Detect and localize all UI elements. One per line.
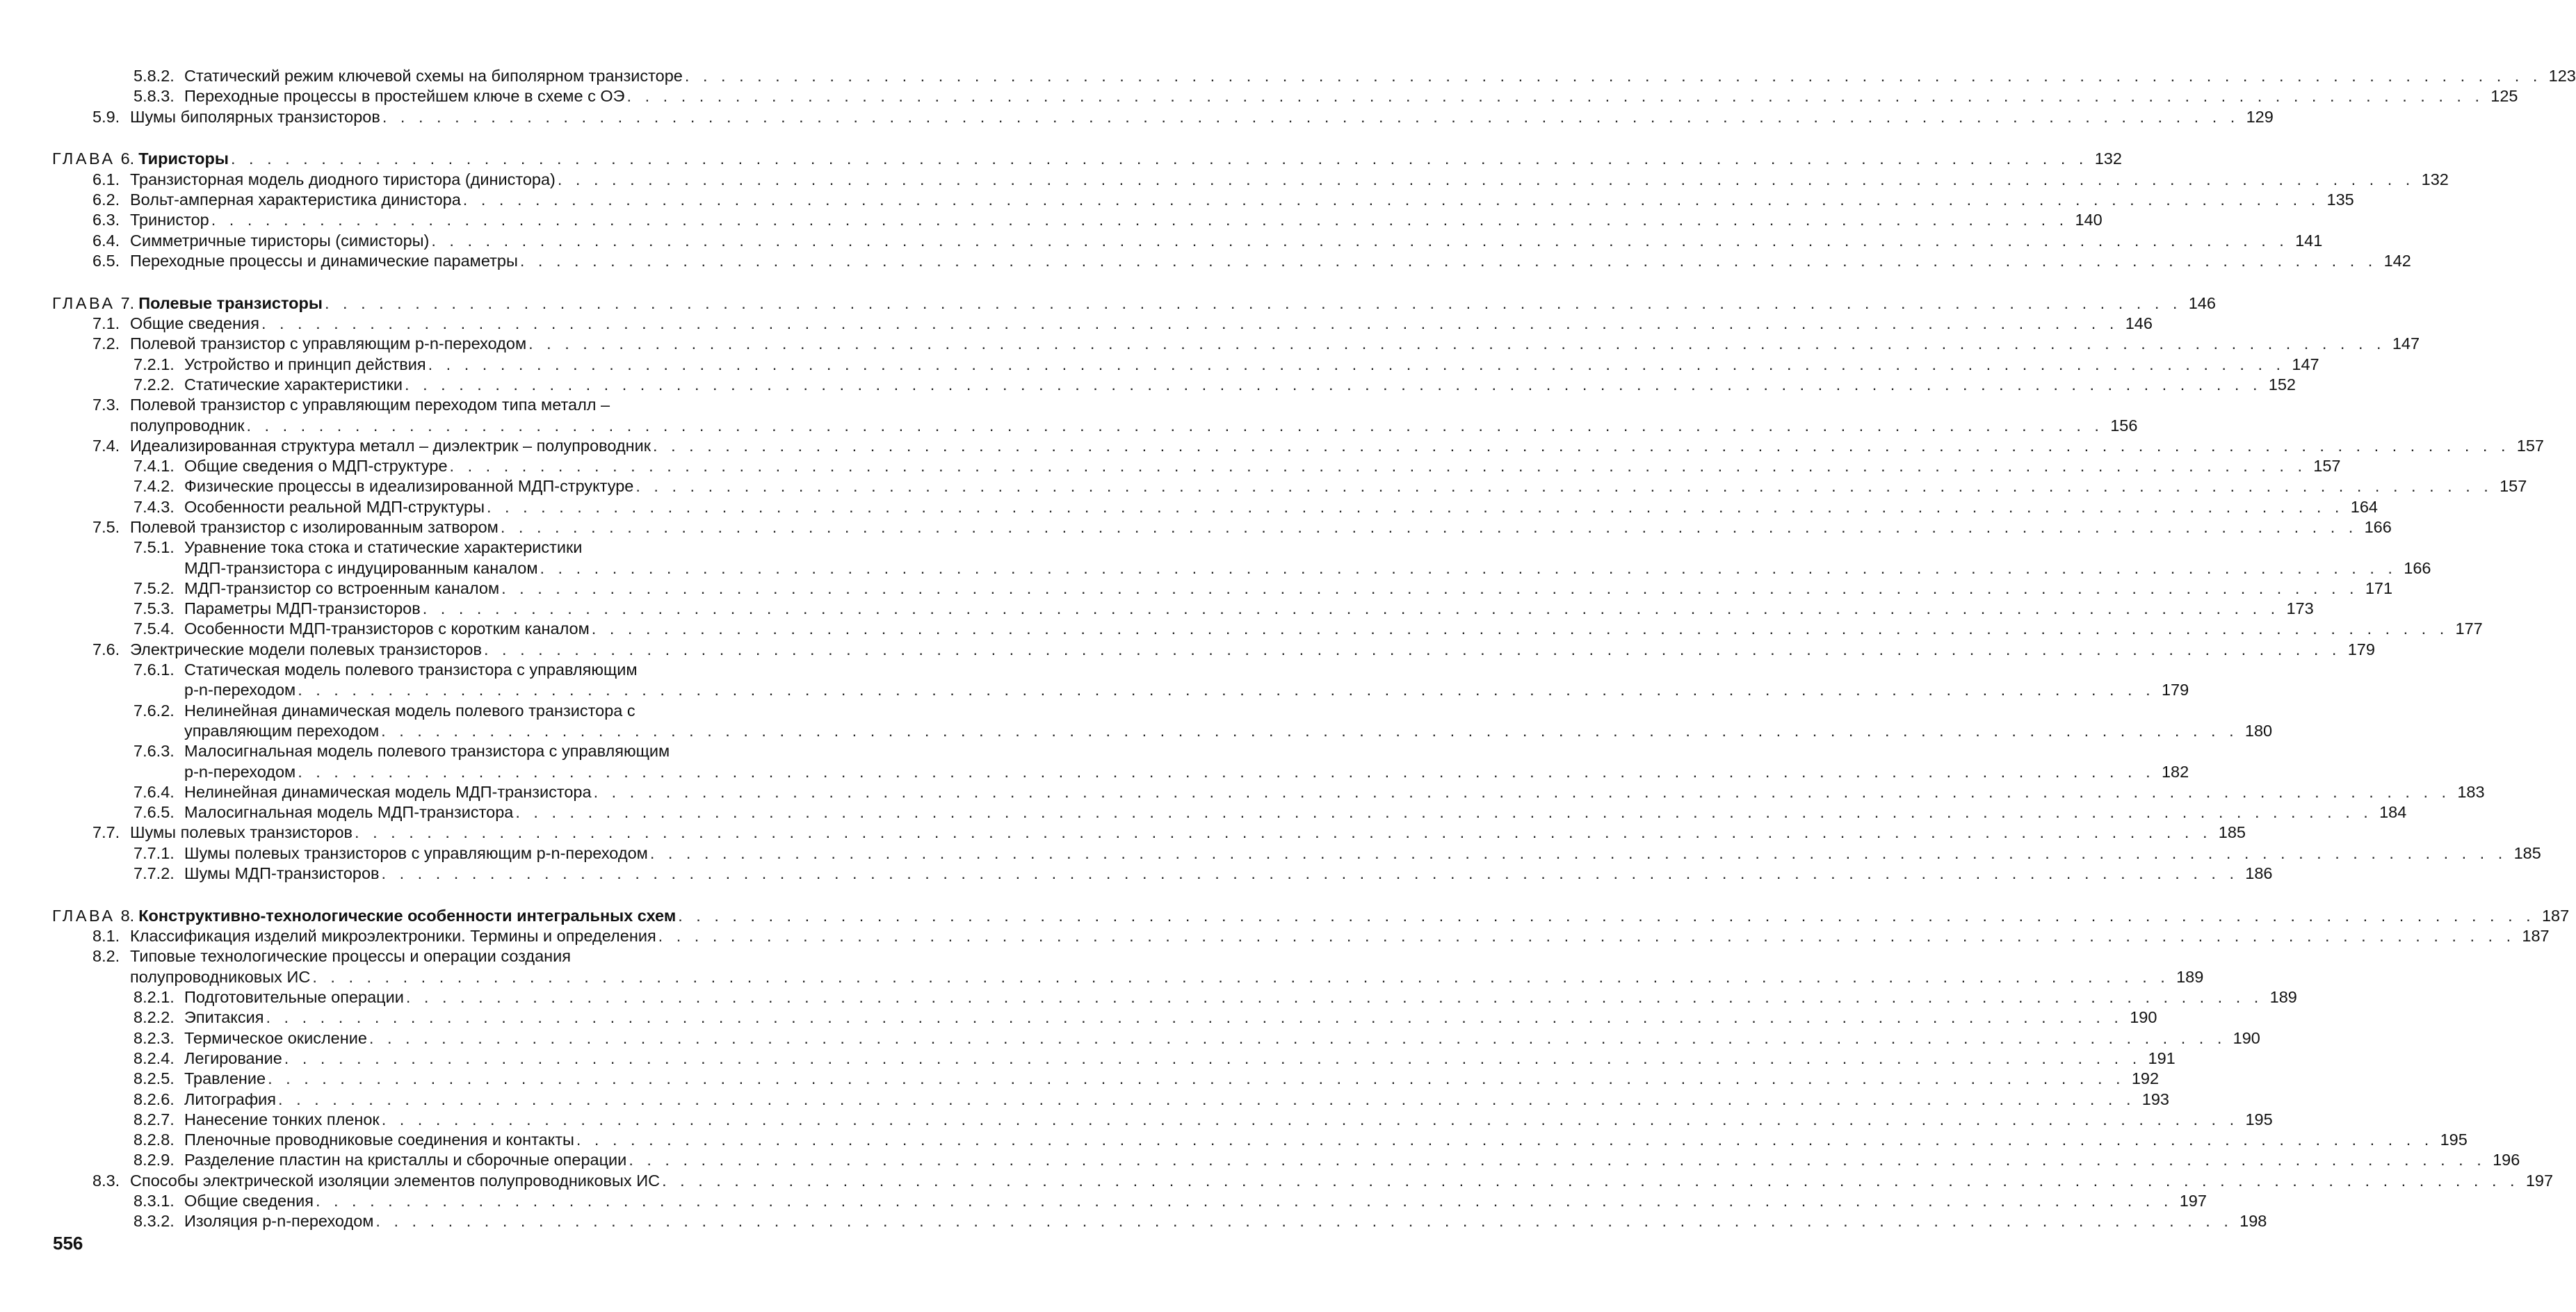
page-reference: 157 bbox=[2516, 437, 2545, 455]
page-reference: 135 bbox=[2326, 191, 2354, 209]
entry-title: Нелинейная динамическая модель МДП-транзистора bbox=[184, 783, 592, 801]
dot-leader: . . . . . . . . . . . . . . . . . . . . . . . . . . . . . . . . . . . . . . . . . . . . . . . . . . . . . . . . . . . . . . . . . . . . . . . . . . . . . . . . . . . . . . . . . . . . . . . . . . . . . . . bbox=[431, 232, 2289, 250]
dot-leader: . . . . . . . . . . . . . . . . . . . . . . . . . . . . . . . . . . . . . . . . . . . . . . . . . . . . . . . . . . . . . . . . . . . . . . . . . . . . . . . . . . . . . . . . . . . . . . . . . . . . . . . bbox=[246, 416, 2104, 435]
entry-number: 8.3.2. bbox=[133, 1212, 175, 1230]
toc-entry bbox=[133, 599, 2314, 619]
entry-number: 7.4. bbox=[92, 437, 120, 455]
entry-title: Легирование bbox=[184, 1049, 282, 1067]
entry-title: МДП-транзистор со встроенным каналом bbox=[184, 579, 500, 597]
page-reference: 182 bbox=[2161, 763, 2189, 781]
entry-number: 8.2. bbox=[92, 947, 120, 965]
dot-leader: . . . . . . . . . . . . . . . . . . . . . . . . . . . . . . . . . . . . . . . . . . . . . . . . . . . . . . . . . . . . . . . . . . . . . . . . . . . . . . . . . . . . . . . . . . . . . . . . . . . . . . . bbox=[658, 927, 2516, 945]
entry-number: 7.7.1. bbox=[133, 844, 175, 862]
entry-title: Физические процессы в идеализированной МДП-структуре bbox=[184, 477, 634, 495]
entry-title: Способы электрической изоляции элементов полупроводниковых ИС bbox=[130, 1172, 661, 1190]
dot-leader: . . . . . . . . . . . . . . . . . . . . . . . . . . . . . . . . . . . . . . . . . . . . . . . . . . . . . . . . . . . . . . . . . . . . . . . . . . . . . . . . . . . . . . . . . . . . . . . . . . . . . . . bbox=[593, 783, 2451, 801]
dot-leader: . . . . . . . . . . . . . . . . . . . . . . . . . . . . . . . . . . . . . . . . . . . . . . . . . . . . . . . . . . . . . . . . . . . . . . . . . . . . . . . . . . . . . . . . . . . . . . . . . . . . . . . bbox=[662, 1172, 2520, 1190]
entry-title: Тринистор bbox=[130, 211, 209, 229]
entry-number: 6.1. bbox=[92, 170, 120, 188]
dot-leader: . . . . . . . . . . . . . . . . . . . . . . . . . . . . . . . . . . . . . . . . . . . . . . . . . . . . . . . . . . . . . . . . . . . . . . . . . . . . . . . . . . . . . . . . . . . . . . . . . . . . . . . bbox=[298, 763, 2155, 781]
page-reference: 147 bbox=[2392, 334, 2420, 353]
page-reference: 142 bbox=[2383, 252, 2411, 270]
page-reference: 186 bbox=[2245, 864, 2273, 882]
page-reference: 164 bbox=[2350, 498, 2378, 516]
entry-number: 8.2.5. bbox=[133, 1069, 175, 1087]
entry-number: 5.8.2. bbox=[133, 67, 175, 85]
entry-number: 7.2. bbox=[92, 334, 120, 353]
toc-entry bbox=[133, 476, 2527, 496]
entry-title: Статическая модель полевого транзистора с управляющим bbox=[184, 661, 638, 679]
entry-number: 7.2.2. bbox=[133, 375, 175, 394]
dot-leader: . . . . . . . . . . . . . . . . . . . . . . . . . . . . . . . . . . . . . . . . . . . . . . . . . . . . . . . . . . . . . . . . . . . . . . . . . . . . . . . . . . . . . . . . . . . . . . . . . . . . . . . bbox=[381, 864, 2239, 882]
entry-number: 8.2.6. bbox=[133, 1090, 175, 1108]
page-reference: 195 bbox=[2245, 1110, 2273, 1128]
toc-entry bbox=[133, 537, 782, 558]
toc-entry bbox=[92, 823, 2246, 843]
page-reference: 193 bbox=[2141, 1090, 2169, 1108]
toc-entry bbox=[92, 640, 2375, 660]
dot-leader: . . . . . . . . . . . . . . . . . . . . . . . . . . . . . . . . . . . . . . . . . . . . . . . . . . . . . . . . . . . . . . . . . . . . . . . . . . . . . . . . . . . . . . . . . . . . . . . . . . . . . . . bbox=[557, 170, 2415, 188]
dot-leader: . . . . . . . . . . . . . . . . . . . . . . . . . . . . . . . . . . . . . . . . . . . . . . . . . . . . . . . . . . . . . . . . . . . . . . . . . . . . . . . . . . . . . . . . . . . . . . . . . . . . . . . bbox=[261, 314, 2119, 332]
dot-leader: . . . . . . . . . . . . . . . . . . . . . . . . . . . . . . . . . . . . . . . . . . . . . . . . . . . . . . . . . . . . . . . . . . . . . . . . . . . . . . . . . . . . . . . . . . . . . . . . . . . . . . . bbox=[629, 1151, 2486, 1169]
dot-leader: . . . . . . . . . . . . . . . . . . . . . . . . . . . . . . . . . . . . . . . . . . . . . . . . . . . . . . . . . . . . . . . . . . . . . . . . . . . . . . . . . . . . . . . . . . . . . . . . . . . . . . . bbox=[382, 108, 2239, 126]
entry-number: 7.6.1. bbox=[133, 661, 175, 679]
entry-title: МДП-транзистора с индуцированным каналом bbox=[184, 559, 538, 577]
entry-number: 7.5.3. bbox=[133, 599, 175, 617]
entry-title: Статические характеристики bbox=[184, 375, 403, 394]
page-reference: 146 bbox=[2125, 314, 2153, 332]
chapter-label: ГЛАВА bbox=[52, 907, 115, 925]
dot-leader: . . . . . . . . . . . . . . . . . . . . . . . . . . . . . . . . . . . . . . . . . . . . . . . . . . . . . . . . . . . . . . . . . . . . . . . . . . . . . . . . . . . . . . . . . . . . . . . . . . . . . . . bbox=[449, 457, 2307, 475]
toc-entry bbox=[130, 967, 2204, 987]
toc-entry bbox=[184, 680, 2189, 700]
toc-entry bbox=[133, 1150, 2520, 1170]
page-reference: 157 bbox=[2500, 477, 2527, 495]
entry-title: Параметры МДП-транзисторов bbox=[184, 599, 421, 617]
toc-entry bbox=[133, 375, 2296, 395]
chapter-heading bbox=[52, 906, 2570, 926]
page-reference: 187 bbox=[2541, 907, 2570, 925]
dot-leader: . . . . . . . . . . . . . . . . . . . . . . . . . . . . . . . . . . . . . . . . . . . . . . . . . . . . . . . . . . . . . . . . . . . . . . . . . . . . . . . . . . . . . . . . . . . . . . . . . . . . . . . bbox=[684, 67, 2542, 85]
dot-leader: . . . . . . . . . . . . . . . . . . . . . . . . . . . . . . . . . . . . . . . . . . . . . . . . . . . . . . . . . . . . . . . . . . . . . . . . . . . . . . . . . . . . . . . . . . . . . . . . . . . . . . . bbox=[462, 191, 2320, 209]
page-reference: 187 bbox=[2522, 927, 2550, 945]
entry-number: 7.1. bbox=[92, 314, 120, 332]
toc-entry bbox=[133, 987, 2297, 1007]
dot-leader: . . . . . . . . . . . . . . . . . . . . . . . . . . . . . . . . . . . . . . . . . . . . . . . . . . . . . . . . . . . . . . . . . . . . . . . . . . . . . . . . . . . . . . . . . . . . . . . . . . . . . . . bbox=[381, 722, 2239, 740]
toc-entry bbox=[133, 802, 2407, 823]
entry-number: 8.2.2. bbox=[133, 1008, 175, 1026]
dot-leader: . . . . . . . . . . . . . . . . . . . . . . . . . . . . . . . . . . . . . . . . . . . . . . . . . . . . . . . . . . . . . . . . . . . . . . . . . . . . . . . . . . . . . . . . . . . . . . . . . . . . . . . bbox=[405, 988, 2263, 1006]
toc-entry bbox=[130, 416, 2138, 436]
page-reference: 190 bbox=[2233, 1029, 2260, 1047]
dot-leader: . . . . . . . . . . . . . . . . . . . . . . . . . . . . . . . . . . . . . . . . . . . . . . . . . . . . . . . . . . . . . . . . . . . . . . . . . . . . . . . . . . . . . . . . . . . . . . . . . . . . . . . bbox=[266, 1008, 2123, 1026]
dot-leader: . . . . . . . . . . . . . . . . . . . . . . . . . . . . . . . . . . . . . . . . . . . . . . . . . . . . . . . . . . . . . . . . . . . . . . . . . . . . . . . . . . . . . . . . . . . . . . . . . . . . . . . bbox=[298, 681, 2155, 699]
entry-number: 7.7. bbox=[92, 823, 120, 841]
entry-title: Изоляция p-n-переходом bbox=[184, 1212, 374, 1230]
toc-entry bbox=[133, 741, 782, 761]
toc-entry bbox=[92, 314, 2153, 334]
entry-title: Электрические модели полевых транзисторов bbox=[130, 640, 482, 658]
chapter-heading bbox=[52, 149, 2122, 169]
toc-entry bbox=[133, 701, 782, 721]
chapter-title: Полевые транзисторы bbox=[138, 294, 323, 312]
page-reference: 179 bbox=[2161, 681, 2189, 699]
toc-entry bbox=[184, 721, 2273, 741]
page-reference: 190 bbox=[2130, 1008, 2157, 1026]
toc-entry bbox=[92, 436, 2545, 456]
entry-title: Транзисторная модель диодного тиристора (динистора) bbox=[130, 170, 556, 188]
dot-leader: . . . . . . . . . . . . . . . . . . . . . . . . . . . . . . . . . . . . . . . . . . . . . . . . . . . . . . . . . . . . . . . . . . . . . . . . . . . . . . . . . . . . . . . . . . . . . . . . . . . . . . . bbox=[428, 355, 2285, 373]
page-reference: 195 bbox=[2440, 1131, 2468, 1149]
page-reference: 198 bbox=[2239, 1212, 2267, 1230]
page-reference: 152 bbox=[2268, 375, 2296, 394]
toc-entry bbox=[133, 578, 2393, 599]
page-reference: 129 bbox=[2246, 108, 2274, 126]
page-reference: 192 bbox=[2131, 1069, 2160, 1087]
dot-leader: . . . . . . . . . . . . . . . . . . . . . . . . . . . . . . . . . . . . . . . . . . . . . . . . . . . . . . . . . . . . . . . . . . . . . . . . . . . . . . . . . . . . . . . . . . . . . . . . . . . . . . . bbox=[483, 640, 2341, 658]
dot-leader: . . . . . . . . . . . . . . . . . . . . . . . . . . . . . . . . . . . . . . . . . . . . . . . . . . . . . . . . . . . . . . . . . . . . . . . . . . . . . . . . . . . . . . . . . . . . . . . . . . . . . . . bbox=[405, 375, 2262, 394]
entry-number: 6.5. bbox=[92, 252, 120, 270]
entry-number: 5.8.3. bbox=[133, 87, 175, 105]
toc-entry bbox=[92, 946, 782, 966]
entry-title: Симметричные тиристоры (симисторы) bbox=[130, 232, 430, 250]
toc-entry bbox=[92, 395, 782, 415]
dot-leader: . . . . . . . . . . . . . . . . . . . . . . . . . . . . . . . . . . . . . . . . . . . . . . . . . . . . . . . . . . . . . . . . . . . . . . . . . . . . . . . . . . . . . . . . . . . . . . . . . . . . . . . bbox=[501, 579, 2359, 597]
toc-entry bbox=[92, 1171, 2554, 1191]
toc-entry bbox=[133, 355, 2319, 375]
entry-title: p-n-переходом bbox=[184, 763, 296, 781]
entry-title: Литография bbox=[184, 1090, 277, 1108]
dot-leader: . . . . . . . . . . . . . . . . . . . . . . . . . . . . . . . . . . . . . . . . . . . . . . . . . . . . . . . . . . . . . . . . . . . . . . . . . . . . . . . . . . . . . . . . . . . . . . . . . . . . . . . bbox=[278, 1090, 2135, 1108]
entry-title: Типовые технологические процессы и операции создания bbox=[130, 947, 572, 965]
dot-leader: . . . . . . . . . . . . . . . . . . . . . . . . . . . . . . . . . . . . . . . . . . . . . . . . . . . . . . . . . . . . . . . . . . . . . . . . . . . . . . . . . . . . . . . . . . . . . . . . . . . . . . . bbox=[487, 498, 2344, 516]
page-reference: 189 bbox=[2176, 968, 2204, 986]
page-reference: 183 bbox=[2457, 783, 2485, 801]
chapter-number: 8. bbox=[120, 907, 135, 925]
entry-title: Полевой транзистор с управляющим переходом типа металл – bbox=[130, 396, 610, 414]
toc-entry bbox=[133, 1191, 2207, 1211]
entry-number: 8.2.3. bbox=[133, 1029, 175, 1047]
page-reference: 185 bbox=[2218, 823, 2246, 841]
toc-entry bbox=[184, 558, 2431, 578]
page-reference: 171 bbox=[2365, 579, 2393, 597]
entry-number: 7.6.4. bbox=[133, 783, 175, 801]
entry-number: 7.5.1. bbox=[133, 538, 175, 556]
toc-entry bbox=[133, 660, 782, 680]
dot-leader: . . . . . . . . . . . . . . . . . . . . . . . . . . . . . . . . . . . . . . . . . . . . . . . . . . . . . . . . . . . . . . . . . . . . . . . . . . . . . . . . . . . . . . . . . . . . . . . . . . . . . . . bbox=[375, 1212, 2233, 1230]
entry-number: 6.3. bbox=[92, 211, 120, 229]
entry-title: Термическое окисление bbox=[184, 1029, 367, 1047]
entry-title: Классификация изделий микроэлектроники. Термины и определения bbox=[130, 927, 656, 945]
entry-title: Шумы МДП-транзисторов bbox=[184, 864, 380, 882]
entry-title: Пленочные проводниковые соединения и контакты bbox=[184, 1131, 574, 1149]
toc-entry bbox=[92, 190, 2354, 210]
entry-number: 8.2.4. bbox=[133, 1049, 175, 1067]
toc-entry bbox=[133, 66, 2576, 86]
toc-entry bbox=[92, 251, 2411, 271]
toc-entry bbox=[133, 1110, 2273, 1130]
page-reference: 141 bbox=[2295, 232, 2323, 250]
toc-entry bbox=[133, 864, 2273, 884]
entry-number: 8.3.1. bbox=[133, 1192, 175, 1210]
toc-entry bbox=[92, 107, 2274, 127]
page-reference: 132 bbox=[2094, 149, 2122, 168]
page-reference: 185 bbox=[2513, 844, 2541, 862]
dot-leader: . . . . . . . . . . . . . . . . . . . . . . . . . . . . . . . . . . . . . . . . . . . . . . . . . . . . . . . . . . . . . . . . . . . . . . . . . . . . . . . . . . . . . . . . . . . . . . . . . . . . . . . bbox=[653, 437, 2511, 455]
page-reference: 184 bbox=[2379, 803, 2407, 821]
dot-leader: . . . . . . . . . . . . . . . . . . . . . . . . . . . . . . . . . . . . . . . . . . . . . . . . . . . . . . . . . . . . . . . . . . . . . . . . . . . . . . . . . . . . . . . . . . . . . . . . . . . . . . . bbox=[528, 334, 2386, 353]
dot-leader: . . . . . . . . . . . . . . . . . . . . . . . . . . . . . . . . . . . . . . . . . . . . . . . . . . . . . . . . . . . . . . . . . . . . . . . . . . . . . . . . . . . . . . . . . . . . . . . . . . . . . . . bbox=[515, 803, 2373, 821]
dot-leader: . . . . . . . . . . . . . . . . . . . . . . . . . . . . . . . . . . . . . . . . . . . . . . . . . . . . . . . . . . . . . . . . . . . . . . . . . . . . . . . . . . . . . . . . . . . . . . . . . . . . . . . bbox=[324, 294, 2182, 312]
entry-title: Нелинейная динамическая модель полевого транзистора с bbox=[184, 702, 635, 720]
page-reference: 180 bbox=[2244, 722, 2273, 740]
entry-number: 7.6.3. bbox=[133, 742, 175, 760]
entry-number: 7.6.2. bbox=[133, 702, 175, 720]
chapter-label: ГЛАВА bbox=[52, 149, 115, 168]
toc-entry bbox=[133, 1007, 2157, 1028]
entry-number: 7.4.2. bbox=[133, 477, 175, 495]
chapter-heading bbox=[52, 293, 2216, 314]
toc-entry bbox=[133, 1069, 2160, 1089]
toc-entry bbox=[92, 210, 2103, 230]
page-reference: 173 bbox=[2286, 599, 2314, 617]
page-reference: 157 bbox=[2313, 457, 2341, 475]
toc-entry bbox=[133, 497, 2378, 517]
dot-leader: . . . . . . . . . . . . . . . . . . . . . . . . . . . . . . . . . . . . . . . . . . . . . . . . . . . . . . . . . . . . . . . . . . . . . . . . . . . . . . . . . . . . . . . . . . . . . . . . . . . . . . . bbox=[284, 1049, 2141, 1067]
page-reference: 156 bbox=[2110, 416, 2138, 435]
dot-leader: . . . . . . . . . . . . . . . . . . . . . . . . . . . . . . . . . . . . . . . . . . . . . . . . . . . . . . . . . . . . . . . . . . . . . . . . . . . . . . . . . . . . . . . . . . . . . . . . . . . . . . . bbox=[230, 149, 2088, 168]
entry-title: Нанесение тонких пленок bbox=[184, 1110, 380, 1128]
toc-entry bbox=[133, 1211, 2267, 1231]
entry-title: Эпитаксия bbox=[184, 1008, 264, 1026]
dot-leader: . . . . . . . . . . . . . . . . . . . . . . . . . . . . . . . . . . . . . . . . . . . . . . . . . . . . . . . . . . . . . . . . . . . . . . . . . . . . . . . . . . . . . . . . . . . . . . . . . . . . . . . bbox=[678, 907, 2536, 925]
entry-number: 7.5.2. bbox=[133, 579, 175, 597]
dot-leader: . . . . . . . . . . . . . . . . . . . . . . . . . . . . . . . . . . . . . . . . . . . . . . . . . . . . . . . . . . . . . . . . . . . . . . . . . . . . . . . . . . . . . . . . . . . . . . . . . . . . . . . bbox=[211, 211, 2068, 229]
toc-entry bbox=[92, 926, 2550, 946]
dot-leader: . . . . . . . . . . . . . . . . . . . . . . . . . . . . . . . . . . . . . . . . . . . . . . . . . . . . . . . . . . . . . . . . . . . . . . . . . . . . . . . . . . . . . . . . . . . . . . . . . . . . . . . bbox=[500, 518, 2358, 536]
entry-title: управляющим переходом bbox=[184, 722, 380, 740]
entry-number: 7.6.5. bbox=[133, 803, 175, 821]
entry-title: Разделение пластин на кристаллы и сборочные операции bbox=[184, 1151, 627, 1169]
toc-entry bbox=[133, 1090, 2169, 1110]
entry-title: Переходные процессы и динамические параметры bbox=[130, 252, 518, 270]
toc-entry bbox=[133, 1048, 2176, 1069]
entry-number: 8.1. bbox=[92, 927, 120, 945]
toc-entry bbox=[92, 334, 2420, 354]
toc-entry bbox=[92, 517, 2392, 537]
page-reference: 197 bbox=[2525, 1172, 2554, 1190]
chapter-number: 7. bbox=[120, 294, 135, 312]
dot-leader: . . . . . . . . . . . . . . . . . . . . . . . . . . . . . . . . . . . . . . . . . . . . . . . . . . . . . . . . . . . . . . . . . . . . . . . . . . . . . . . . . . . . . . . . . . . . . . . . . . . . . . . bbox=[422, 599, 2280, 617]
dot-leader: . . . . . . . . . . . . . . . . . . . . . . . . . . . . . . . . . . . . . . . . . . . . . . . . . . . . . . . . . . . . . . . . . . . . . . . . . . . . . . . . . . . . . . . . . . . . . . . . . . . . . . . bbox=[519, 252, 2377, 270]
entry-number: 6.4. bbox=[92, 232, 120, 250]
toc-entry bbox=[133, 1028, 2260, 1048]
entry-number: 8.2.7. bbox=[133, 1110, 175, 1128]
page-reference: 197 bbox=[2179, 1192, 2207, 1210]
page-reference: 177 bbox=[2455, 619, 2483, 638]
entry-title: Травление bbox=[184, 1069, 266, 1087]
entry-number: 7.4.1. bbox=[133, 457, 175, 475]
entry-title: Шумы полевых транзисторов с управляющим p-n-переходом bbox=[184, 844, 648, 862]
entry-title: Особенности реальной МДП-структуры bbox=[184, 498, 485, 516]
entry-number: 8.2.1. bbox=[133, 988, 175, 1006]
entry-title: полупроводниковых ИС bbox=[130, 968, 311, 986]
dot-leader: . . . . . . . . . . . . . . . . . . . . . . . . . . . . . . . . . . . . . . . . . . . . . . . . . . . . . . . . . . . . . . . . . . . . . . . . . . . . . . . . . . . . . . . . . . . . . . . . . . . . . . . bbox=[355, 823, 2212, 841]
page-reference: 166 bbox=[2404, 559, 2431, 577]
dot-leader: . . . . . . . . . . . . . . . . . . . . . . . . . . . . . . . . . . . . . . . . . . . . . . . . . . . . . . . . . . . . . . . . . . . . . . . . . . . . . . . . . . . . . . . . . . . . . . . . . . . . . . . bbox=[381, 1110, 2239, 1128]
page-reference: 146 bbox=[2188, 294, 2216, 312]
dot-leader: . . . . . . . . . . . . . . . . . . . . . . . . . . . . . . . . . . . . . . . . . . . . . . . . . . . . . . . . . . . . . . . . . . . . . . . . . . . . . . . . . . . . . . . . . . . . . . . . . . . . . . . bbox=[576, 1131, 2433, 1149]
entry-number: 7.2.1. bbox=[133, 355, 175, 373]
dot-leader: . . . . . . . . . . . . . . . . . . . . . . . . . . . . . . . . . . . . . . . . . . . . . . . . . . . . . . . . . . . . . . . . . . . . . . . . . . . . . . . . . . . . . . . . . . . . . . . . . . . . . . . bbox=[315, 1192, 2173, 1210]
dot-leader: . . . . . . . . . . . . . . . . . . . . . . . . . . . . . . . . . . . . . . . . . . . . . . . . . . . . . . . . . . . . . . . . . . . . . . . . . . . . . . . . . . . . . . . . . . . . . . . . . . . . . . . bbox=[626, 87, 2484, 105]
entry-number: 5.9. bbox=[92, 108, 120, 126]
entry-title: Переходные процессы в простейшем ключе в схеме с ОЭ bbox=[184, 87, 625, 105]
dot-leader: . . . . . . . . . . . . . . . . . . . . . . . . . . . . . . . . . . . . . . . . . . . . . . . . . . . . . . . . . . . . . . . . . . . . . . . . . . . . . . . . . . . . . . . . . . . . . . . . . . . . . . . bbox=[591, 619, 2449, 638]
entry-title: Малосигнальная модель МДП-транзистора bbox=[184, 803, 514, 821]
entry-title: Статический режим ключевой схемы на биполярном транзисторе bbox=[184, 67, 683, 85]
entry-title: Подготовительные операции bbox=[184, 988, 404, 1006]
toc-entry bbox=[133, 619, 2483, 639]
page-reference: 191 bbox=[2148, 1049, 2176, 1067]
page-reference: 196 bbox=[2493, 1151, 2520, 1169]
dot-leader: . . . . . . . . . . . . . . . . . . . . . . . . . . . . . . . . . . . . . . . . . . . . . . . . . . . . . . . . . . . . . . . . . . . . . . . . . . . . . . . . . . . . . . . . . . . . . . . . . . . . . . . bbox=[540, 559, 2397, 577]
entry-title: Шумы полевых транзисторов bbox=[130, 823, 353, 841]
entry-title: Полевой транзистор с управляющим p-n-переходом bbox=[130, 334, 527, 353]
page-reference: 125 bbox=[2490, 87, 2518, 105]
entry-title: p-n-переходом bbox=[184, 681, 296, 699]
chapter-title: Конструктивно-технологические особенности интегральных схем bbox=[138, 907, 677, 925]
toc-entry bbox=[133, 843, 2541, 864]
entry-title: Устройство и принцип действия bbox=[184, 355, 426, 373]
dot-leader: . . . . . . . . . . . . . . . . . . . . . . . . . . . . . . . . . . . . . . . . . . . . . . . . . . . . . . . . . . . . . . . . . . . . . . . . . . . . . . . . . . . . . . . . . . . . . . . . . . . . . . . bbox=[312, 968, 2170, 986]
entry-title: Общие сведения bbox=[130, 314, 259, 332]
entry-number: 6.2. bbox=[92, 191, 120, 209]
chapter-number: 6. bbox=[120, 149, 135, 168]
dot-leader: . . . . . . . . . . . . . . . . . . . . . . . . . . . . . . . . . . . . . . . . . . . . . . . . . . . . . . . . . . . . . . . . . . . . . . . . . . . . . . . . . . . . . . . . . . . . . . . . . . . . . . . bbox=[649, 844, 2507, 862]
entry-number: 7.5.4. bbox=[133, 619, 175, 638]
toc-entry bbox=[184, 762, 2189, 782]
toc-entry bbox=[133, 456, 2341, 476]
entry-number: 7.4.3. bbox=[133, 498, 175, 516]
entry-title: Уравнение тока стока и статические характеристики bbox=[184, 538, 583, 556]
entry-number: 7.3. bbox=[92, 396, 120, 414]
chapter-title: Тиристоры bbox=[138, 149, 229, 168]
entry-title: Идеализированная структура металл – диэлектрик – полупроводник bbox=[130, 437, 651, 455]
entry-title: полупроводник bbox=[130, 416, 245, 435]
entry-number: 7.6. bbox=[92, 640, 120, 658]
toc-entry bbox=[92, 231, 2323, 251]
entry-title: Малосигнальная модель полевого транзистора с управляющим bbox=[184, 742, 670, 760]
dot-leader: . . . . . . . . . . . . . . . . . . . . . . . . . . . . . . . . . . . . . . . . . . . . . . . . . . . . . . . . . . . . . . . . . . . . . . . . . . . . . . . . . . . . . . . . . . . . . . . . . . . . . . . bbox=[368, 1029, 2226, 1047]
toc-entry bbox=[133, 86, 2518, 106]
page-reference: 140 bbox=[2075, 211, 2103, 229]
entry-number: 7.7.2. bbox=[133, 864, 175, 882]
dot-leader: . . . . . . . . . . . . . . . . . . . . . . . . . . . . . . . . . . . . . . . . . . . . . . . . . . . . . . . . . . . . . . . . . . . . . . . . . . . . . . . . . . . . . . . . . . . . . . . . . . . . . . . bbox=[268, 1069, 2125, 1087]
page-reference: 147 bbox=[2292, 355, 2319, 373]
entry-title: Полевой транзистор с изолированным затвором bbox=[130, 518, 499, 536]
page-reference: 132 bbox=[2421, 170, 2449, 188]
toc-entry bbox=[133, 1130, 2468, 1150]
entry-title: Общие сведения bbox=[184, 1192, 314, 1210]
entry-title: Вольт-амперная характеристика динистора bbox=[130, 191, 461, 209]
entry-number: 8.2.9. bbox=[133, 1151, 175, 1169]
entry-number: 7.5. bbox=[92, 518, 120, 536]
entry-title: Общие сведения о МДП-структуре bbox=[184, 457, 448, 475]
toc-entry bbox=[92, 170, 2449, 190]
page-reference: 123 bbox=[2548, 67, 2576, 85]
chapter-label: ГЛАВА bbox=[52, 294, 115, 312]
entry-title: Особенности МДП-транзисторов с коротким каналом bbox=[184, 619, 590, 638]
toc-entry bbox=[133, 782, 2485, 802]
entry-number: 8.2.8. bbox=[133, 1131, 175, 1149]
page-reference: 179 bbox=[2347, 640, 2375, 658]
entry-number: 8.3. bbox=[92, 1172, 120, 1190]
page-reference: 189 bbox=[2269, 988, 2297, 1006]
dot-leader: . . . . . . . . . . . . . . . . . . . . . . . . . . . . . . . . . . . . . . . . . . . . . . . . . . . . . . . . . . . . . . . . . . . . . . . . . . . . . . . . . . . . . . . . . . . . . . . . . . . . . . . bbox=[635, 477, 2493, 495]
entry-title: Шумы биполярных транзисторов bbox=[130, 108, 380, 126]
page-number: 556 bbox=[53, 1233, 83, 1254]
page-reference: 166 bbox=[2364, 518, 2392, 536]
